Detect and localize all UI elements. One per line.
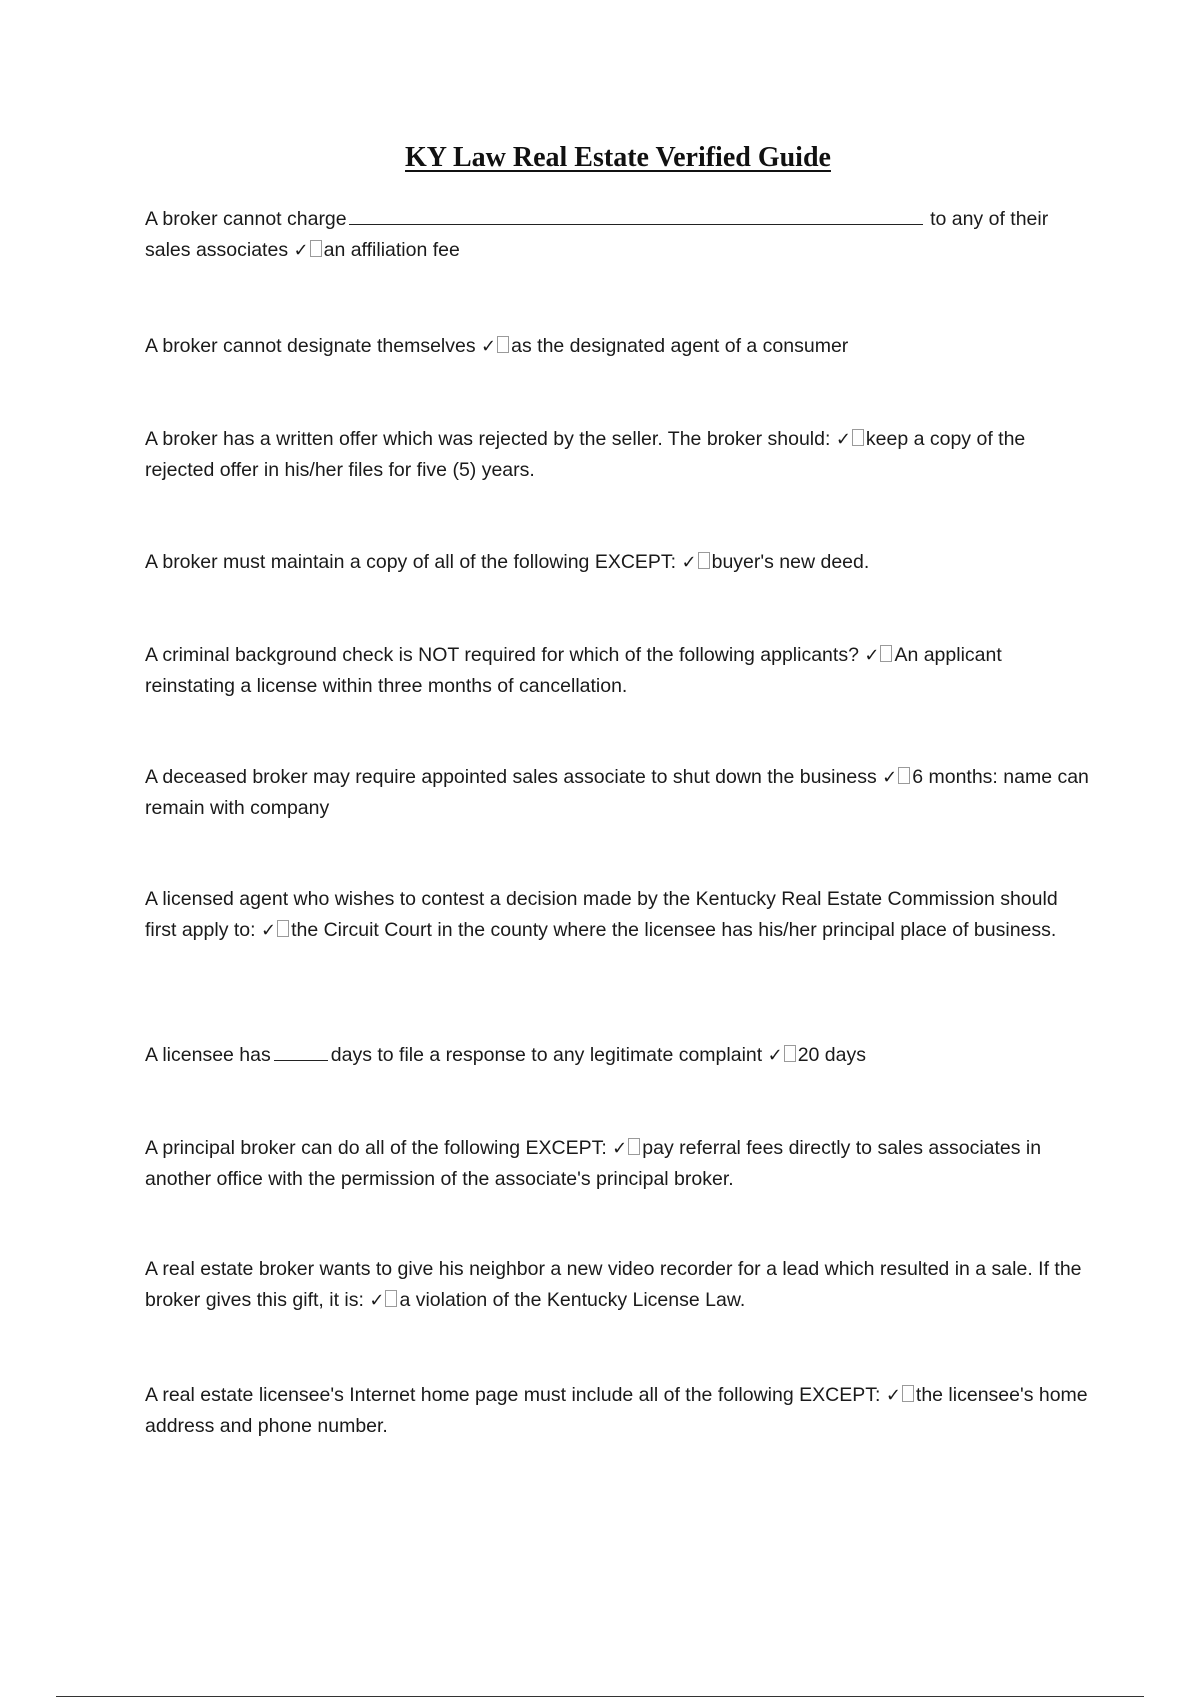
check-icon: ✓ (681, 552, 697, 573)
box-icon (277, 920, 289, 937)
answer-text: buyer's new deed. (711, 551, 870, 573)
qa-item-10 (145, 1254, 1090, 1316)
question-text: A real estate licensee's Internet home page must include all of the following EXCEPT: (145, 1384, 881, 1406)
qa-item-2 (145, 331, 1090, 362)
check-icon: ✓ (835, 429, 851, 450)
question-text-continued: to any of their sales associates (145, 208, 1049, 261)
answer-text: 6 months: name can remain with company (145, 766, 1089, 819)
box-icon (880, 645, 892, 662)
answer-text: a violation of the Kentucky License Law. (399, 1289, 746, 1311)
qa-item-3 (145, 424, 1090, 486)
answer-text: An applicant reinstating a license within three months of cancellation. (145, 644, 1002, 697)
answer-text: as the designated agent of a consumer (511, 335, 849, 357)
check-icon: ✓ (293, 240, 309, 261)
question-text: A principal broker can do all of the following EXCEPT: (145, 1137, 607, 1159)
question-text: A broker cannot designate themselves (145, 335, 476, 357)
qa-item-6 (145, 762, 1090, 824)
answer-text: 20 days (797, 1044, 866, 1066)
qa-item-8 (145, 1040, 1090, 1071)
question-text: A licensee has (145, 1044, 271, 1066)
qa-item-4 (145, 547, 1090, 578)
fill-in-blank (274, 1040, 328, 1061)
box-icon (698, 552, 710, 569)
box-icon (852, 429, 864, 446)
check-icon: ✓ (612, 1138, 628, 1159)
box-icon (898, 767, 910, 784)
qa-item-9 (145, 1133, 1090, 1195)
answer-text: an affiliation fee (323, 239, 460, 261)
check-icon: ✓ (882, 767, 898, 788)
check-icon: ✓ (369, 1290, 385, 1311)
box-icon (497, 336, 509, 353)
check-icon: ✓ (885, 1385, 901, 1406)
box-icon (784, 1045, 796, 1062)
qa-item-11 (145, 1380, 1090, 1442)
box-icon (310, 240, 322, 257)
answer-text: the Circuit Court in the county where the licensee has his/her principal place of business. (291, 919, 1057, 941)
question-text: A broker must maintain a copy of all of the following EXCEPT: (145, 551, 677, 573)
qa-item-5 (145, 640, 1090, 702)
answer-text: the licensee's home address and phone number. (145, 1384, 1088, 1437)
question-text-continued: days to file a response to any legitimate complaint (330, 1044, 763, 1066)
question-text: A deceased broker may require appointed sales associate to shut down the business (145, 766, 877, 788)
box-icon (628, 1138, 640, 1155)
footer-divider (56, 1696, 1144, 1697)
check-icon: ✓ (260, 920, 277, 941)
qa-item-7 (145, 884, 1090, 946)
check-icon: ✓ (481, 336, 497, 357)
box-icon (385, 1290, 397, 1307)
question-text: A criminal background check is NOT required for which of the following applicants? (145, 644, 859, 666)
check-icon: ✓ (767, 1045, 783, 1066)
box-icon (902, 1385, 914, 1402)
question-text: A licensed agent who wishes to contest a decision made by the Kentucky Real Estate Commission should first apply to: (145, 888, 1058, 941)
answer-text: keep a copy of the rejected offer in his/her files for five (5) years. (145, 428, 1026, 481)
question-text: A broker cannot charge (145, 208, 347, 230)
fill-in-blank (349, 204, 923, 225)
document-title: KY Law Real Estate Verified Guide (405, 142, 831, 173)
qa-item-1 (145, 204, 1090, 266)
question-text: A broker has a written offer which was rejected by the seller. The broker should: (145, 428, 831, 450)
check-icon: ✓ (864, 645, 880, 666)
answer-text: pay referral fees directly to sales associates in another office with the permission of the associate's principal broker. (145, 1137, 1042, 1190)
question-text: A real estate broker wants to give his neighbor a new video recorder for a lead which resulted in a sale. If the broker gives this gift, it is: (145, 1258, 1082, 1311)
